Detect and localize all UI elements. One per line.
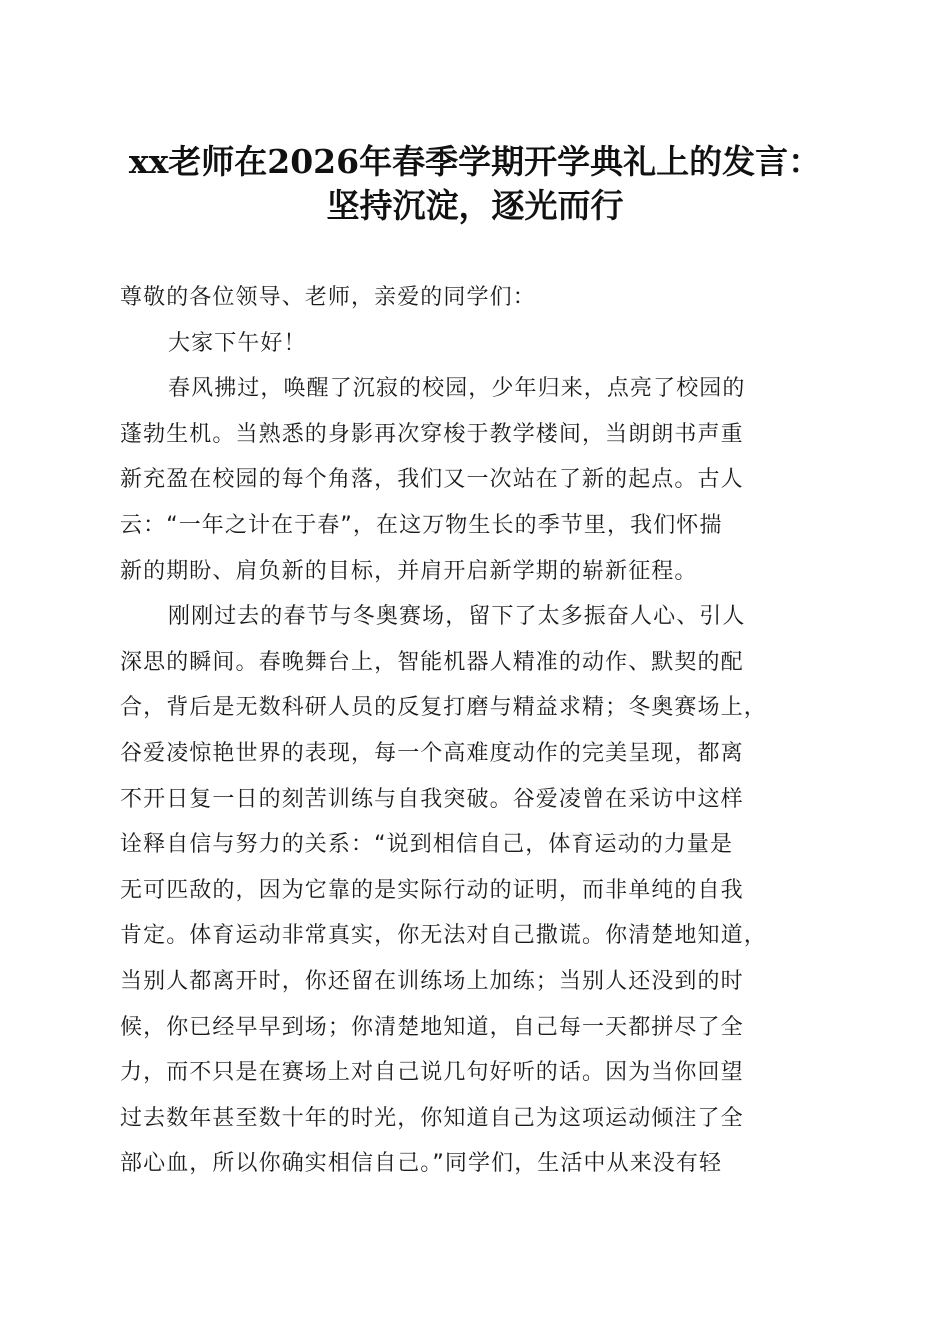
body-line: 深思的瞬间。春晚舞台上，智能机器人精准的动作、默契的配 xyxy=(120,649,744,675)
body-line: 谷爱凌惊艳世界的表现，每一个高难度动作的完美呈现，都离 xyxy=(120,740,744,766)
body-line: 不开日复一日的刻苦训练与自我突破。谷爱凌曾在采访中这样 xyxy=(120,786,744,812)
body-line: 力，而不只是在赛场上对自己说几句好听的话。因为当你回望 xyxy=(120,1060,744,1086)
document-title-line-1: xx老师在2026年春季学期开学典礼上的发言： xyxy=(128,142,822,181)
body-line: 过去数年甚至数十年的时光，你知道自己为这项运动倾注了全 xyxy=(120,1105,744,1131)
document-title-line-2: 坚持沉淀，逐光而行 xyxy=(326,186,624,225)
body-line: 部心血，所以你确实相信自己。”同学们，生活中从来没有轻 xyxy=(120,1151,723,1177)
body-line: 候，你已经早早到场；你清楚地知道，自己每一天都拼尽了全 xyxy=(120,1014,744,1040)
body-line: 合，背后是无数科研人员的反复打磨与精益求精；冬奥赛场上， xyxy=(120,695,767,721)
greeting-line: 大家下午好！ xyxy=(168,330,307,356)
salutation-line: 尊敬的各位领导、老师，亲爱的同学们： xyxy=(120,285,536,310)
body-line: 蓬勃生机。当熟悉的身影再次穿梭于教学楼间，当朗朗书声重 xyxy=(120,421,744,447)
body-line: 新的期盼、肩负新的目标，并肩开启新学期的崭新征程。 xyxy=(120,558,698,584)
body-line: 无可匹敌的，因为它靠的是实际行动的证明，而非单纯的自我 xyxy=(120,877,744,903)
body-line: 新充盈在校园的每个角落，我们又一次站在了新的起点。古人 xyxy=(120,467,744,493)
body-line: 春风拂过，唤醒了沉寂的校园，少年归来，点亮了校园的 xyxy=(168,376,746,402)
body-line: 云：“一年之计在于春”，在这万物生长的季节里，我们怀揣 xyxy=(120,512,723,538)
body-line: 刚刚过去的春节与冬奥赛场，留下了太多振奋人心、引人 xyxy=(168,604,746,630)
body-line: 诠释自信与努力的关系：“说到相信自己，体育运动的力量是 xyxy=(120,832,734,858)
body-line: 肯定。体育运动非常真实，你无法对自己撒谎。你清楚地知道， xyxy=(120,923,767,949)
body-line: 当别人都离开时，你还留在训练场上加练；当别人还没到的时 xyxy=(120,968,744,994)
document-body xyxy=(120,283,840,1195)
